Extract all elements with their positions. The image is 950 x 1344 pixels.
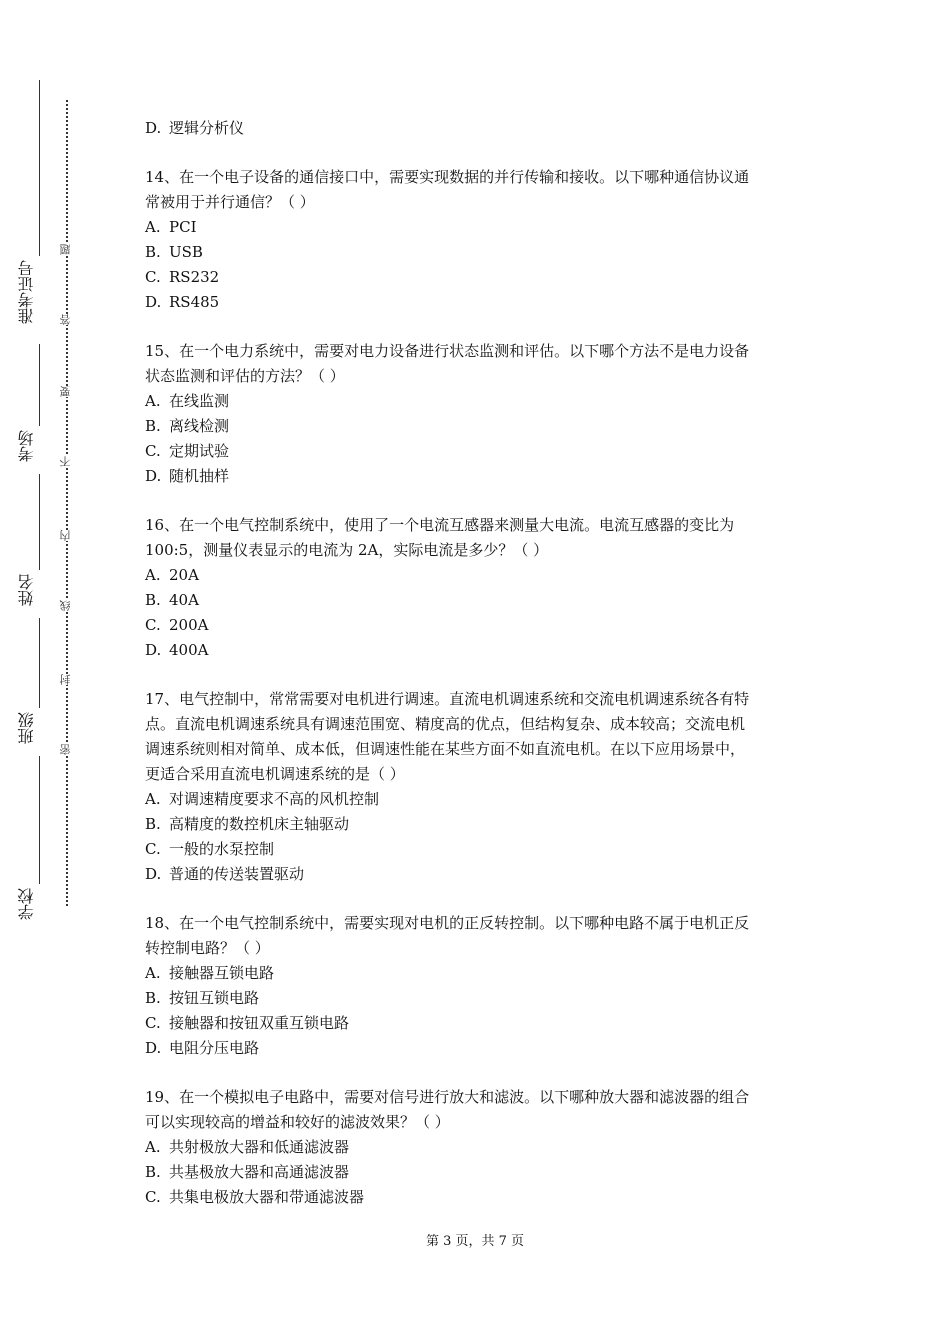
option[interactable] <box>145 290 815 315</box>
seal-char: 题 <box>58 244 76 255</box>
option-letter: B. <box>145 815 161 833</box>
seal-char: 密 <box>58 744 76 755</box>
option-letter: A. <box>145 964 161 982</box>
option-text: RS232 <box>169 268 220 286</box>
question-stem-line: 调速系统则相对简单、成本低，但调速性能在某些方面不如直流电机。在以下应用场景中， <box>145 740 746 758</box>
option-letter: A. <box>145 218 161 236</box>
option[interactable] <box>145 837 815 862</box>
option-text: 对调速精度要求不高的风机控制 <box>169 790 380 808</box>
option[interactable] <box>145 588 815 613</box>
option-text: 在线监测 <box>169 392 230 410</box>
option-letter: A. <box>145 790 161 808</box>
option-text: 高精度的数控机床主轴驱动 <box>169 815 350 833</box>
option-letter: B. <box>145 1163 161 1181</box>
question-stem-line: 100:5，测量仪表显示的电流为 2A，实际电流是多少？（ ） <box>145 541 549 559</box>
option[interactable] <box>145 265 815 290</box>
option-letter: C. <box>145 268 161 286</box>
option[interactable] <box>145 414 815 439</box>
option-letter: D. <box>145 865 162 883</box>
option-text: 20A <box>169 566 199 584</box>
option-text: 定期试验 <box>169 442 230 460</box>
option-text: 普通的传送装置驱动 <box>169 865 305 883</box>
question-stem-line: 状态监测和评估的方法？（ ） <box>145 367 345 385</box>
question-stem-line: 常被用于并行通信？（ ） <box>145 193 315 211</box>
option-text: PCI <box>169 218 197 236</box>
option-text: 200A <box>169 616 209 634</box>
option[interactable] <box>145 961 815 986</box>
option-text: 一般的水泵控制 <box>169 840 275 858</box>
question-15 <box>145 339 815 489</box>
seal-char: 答 <box>58 314 76 325</box>
option-letter: C. <box>145 1188 161 1206</box>
option[interactable] <box>145 862 815 887</box>
option[interactable] <box>145 240 815 265</box>
question-stem-line: 更适合采用直流电机调速系统的是（ ） <box>145 765 405 783</box>
question-stem-line: 点。直流电机调速系统具有调速范围宽、精度高的优点，但结构复杂、成本较高；交流电机 <box>145 715 746 733</box>
question-stem-line: 16、在一个电气控制系统中，使用了一个电流互感器来测量大电流。电流互感器的变比为 <box>145 516 735 534</box>
option-letter: D. <box>145 119 162 137</box>
binding-margin <box>18 80 48 940</box>
option-text: 接触器互锁电路 <box>169 964 275 982</box>
option-letter: D. <box>145 1039 162 1057</box>
option-text: 随机抽样 <box>169 467 230 485</box>
seal-char: 要 <box>58 386 76 397</box>
option-letter: A. <box>145 566 161 584</box>
question-16 <box>145 513 815 663</box>
question-18 <box>145 911 815 1061</box>
option-letter: A. <box>145 392 161 410</box>
option[interactable] <box>145 986 815 1011</box>
option[interactable] <box>145 1011 815 1036</box>
option[interactable] <box>145 613 815 638</box>
option-letter: C. <box>145 616 161 634</box>
option-letter: B. <box>145 591 161 609</box>
option-text: 共基极放大器和高通滤波器 <box>169 1163 350 1181</box>
option-text: 400A <box>169 641 209 659</box>
question-17 <box>145 687 815 887</box>
exam-room-line <box>39 344 40 426</box>
option[interactable] <box>145 439 815 464</box>
seal-char: 线 <box>58 600 76 611</box>
question-stem-line: 转控制电路？（ ） <box>145 939 270 957</box>
option-text: 接触器和按钮双重互锁电路 <box>169 1014 350 1032</box>
question-stem-line: 18、在一个电气控制系统中，需要实现对电机的正反转控制。以下哪种电路不属于电机正反 <box>145 914 750 932</box>
admission-line <box>39 80 40 256</box>
option-text: 逻辑分析仪 <box>169 119 245 137</box>
option-text: 按钮互锁电路 <box>169 989 260 1007</box>
question-stem-line: 17、电气控制中，常常需要对电机进行调速。直流电机调速系统和交流电机调速系统各有特 <box>145 690 750 708</box>
option-letter: B. <box>145 417 161 435</box>
option-letter: C. <box>145 1014 161 1032</box>
option-text: 共集电极放大器和带通滤波器 <box>169 1188 365 1206</box>
exam-room-label: 考场 <box>17 430 36 462</box>
seal-char: 封 <box>58 674 76 685</box>
question-stem-line: 14、在一个电子设备的通信接口中，需要实现数据的并行传输和接收。以下哪种通信协议通 <box>145 168 750 186</box>
seal-dotted-line <box>66 100 68 906</box>
option[interactable] <box>145 1135 815 1160</box>
option[interactable] <box>145 638 815 663</box>
option[interactable] <box>145 464 815 489</box>
option-text: 电阻分压电路 <box>169 1039 260 1057</box>
admission-no-label: 准考证号 <box>17 260 36 324</box>
seal-char: 不 <box>58 456 76 467</box>
option[interactable] <box>145 1036 815 1061</box>
option-letter: D. <box>145 293 162 311</box>
option-text: 离线检测 <box>169 417 230 435</box>
option-letter: A. <box>145 1138 161 1156</box>
option[interactable] <box>145 812 815 837</box>
option[interactable] <box>145 787 815 812</box>
seal-char: 内 <box>58 530 76 541</box>
question-content <box>145 116 815 1234</box>
question-stem-line: 15、在一个电力系统中，需要对电力设备进行状态监测和评估。以下哪个方法不是电力设备 <box>145 342 750 360</box>
option[interactable] <box>145 215 815 240</box>
school-line <box>39 756 40 884</box>
option-letter: C. <box>145 442 161 460</box>
class-line <box>39 618 40 708</box>
option[interactable] <box>145 389 815 414</box>
question-stem-line: 19、在一个模拟电子电路中，需要对信号进行放大和滤波。以下哪种放大器和滤波器的组合 <box>145 1088 750 1106</box>
option-letter: B. <box>145 243 161 261</box>
option-text: RS485 <box>169 293 220 311</box>
option[interactable] <box>145 1185 815 1210</box>
option[interactable] <box>145 1160 815 1185</box>
previous-question-tail <box>145 116 815 141</box>
option-text: 40A <box>169 591 199 609</box>
page-footer: 第 3 页，共 7 页 <box>425 1234 525 1249</box>
option-letter: C. <box>145 840 161 858</box>
question-stem-line: 可以实现较高的增益和较好的滤波效果？（ ） <box>145 1113 450 1131</box>
class-label: 班级 <box>17 712 36 744</box>
option-text: USB <box>169 243 203 261</box>
name-label: 姓名 <box>17 574 36 606</box>
option[interactable] <box>145 563 815 588</box>
option-letter: D. <box>145 641 162 659</box>
question-14 <box>145 165 815 315</box>
option-letter: D. <box>145 467 162 485</box>
option-letter: B. <box>145 989 161 1007</box>
name-line <box>39 474 40 570</box>
question-19 <box>145 1085 815 1210</box>
school-label: 学校 <box>17 888 36 920</box>
option <box>145 116 815 141</box>
option-text: 共射极放大器和低通滤波器 <box>169 1138 350 1156</box>
